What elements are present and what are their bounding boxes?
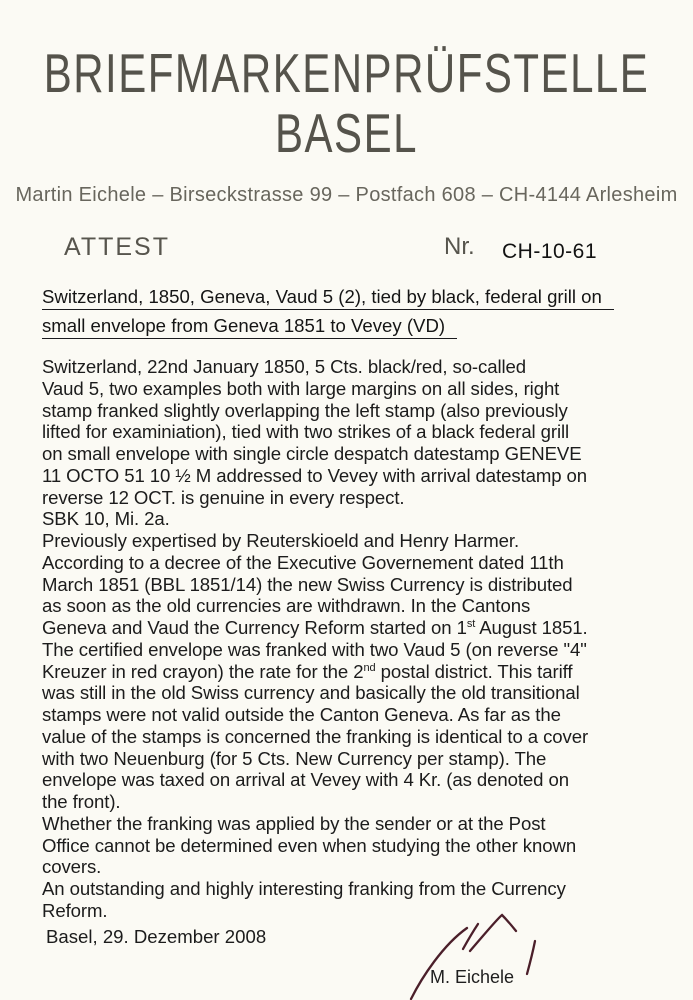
letterhead-title-line2: BASEL: [275, 102, 418, 164]
date-line: Basel, 29. Dezember 2008: [46, 926, 267, 947]
nr-label: Nr.: [444, 233, 475, 260]
letterhead-address: Martin Eichele – Birseckstrasse 99 – Postfach 608 – CH-4144 Arlesheim: [15, 184, 678, 206]
body-line: Switzerland, 22nd January 1850, 5 Cts. black/red, so-called: [42, 356, 527, 377]
body-line: covers.: [42, 856, 102, 878]
body-line: envelope was taxed on arrival at Vevey with 4 Kr. (as denoted on: [42, 769, 569, 791]
body-line: Reform.: [42, 899, 108, 921]
body-line: Whether the franking was applied by the sender or at the Post: [42, 812, 546, 834]
letterhead-title-line1: BRIEFMARKENPRÜFSTELLE: [43, 42, 650, 104]
subject-line: small envelope from Geneva 1851 to Vevey (VD): [42, 315, 457, 339]
body-line: Vaud 5, two examples both with large margins on all sides, right: [42, 377, 560, 399]
body-line: Geneva and Vaud the Currency Reform started on 1st August 1851.: [42, 617, 588, 638]
body-line: According to a decree of the Executive Governement dated 11th: [42, 551, 564, 573]
body-line: lifted for examiniation), tied with two strikes of a black federal grill: [42, 421, 570, 443]
body-line: Office cannot be determined even when studying the other known: [42, 834, 577, 856]
body-line: SBK 10, Mi. 2a.: [42, 508, 170, 530]
body-line: value of the stamps is concerned the franking is identical to a cover: [42, 725, 589, 747]
body-line: March 1851 (BBL 1851/14) the new Swiss Currency is distributed: [42, 573, 573, 595]
signatory-name: M. Eichele: [430, 967, 515, 987]
certificate-number: CH-10-61: [502, 240, 598, 263]
body-line: as soon as the old currencies are withdrawn. In the Cantons: [42, 595, 531, 617]
certificate-body: [42, 356, 588, 922]
body-line: the front).: [42, 791, 121, 812]
attest-label: ATTEST: [64, 233, 170, 261]
subject-heading: [42, 286, 614, 344]
body-line: An outstanding and highly interesting franking from the Currency: [42, 878, 566, 899]
body-line: was still in the old Swiss currency and basically the old transitional: [42, 682, 580, 704]
letterhead-title: [0, 44, 693, 164]
body-line: Previously expertised by Reuterskioeld and Henry Harmer.: [42, 530, 520, 551]
subject-line: Switzerland, 1850, Geneva, Vaud 5 (2), tied by black, federal grill on: [42, 286, 614, 310]
body-line: 11 OCTO 51 10 ½ M addressed to Vevey with arrival datestamp on: [42, 464, 588, 486]
body-line: with two Neuenburg (for 5 Cts. New Currency per stamp). The: [42, 747, 547, 769]
body-line: on small envelope with single circle despatch datestamp GENEVE: [42, 443, 582, 464]
body-line: stamps were not valid outside the Canton Geneva. As far as the: [42, 704, 561, 725]
body-line: reverse 12 OCT. is genuine in every respect.: [42, 486, 405, 508]
body-line: Kreuzer in red crayon) the rate for the 2nd postal district. This tariff: [42, 660, 573, 682]
body-line: The certified envelope was franked with two Vaud 5 (on reverse "4": [42, 638, 587, 660]
body-line: stamp franked slightly overlapping the left stamp (also previously: [42, 399, 568, 421]
signature-block: [395, 883, 565, 1000]
